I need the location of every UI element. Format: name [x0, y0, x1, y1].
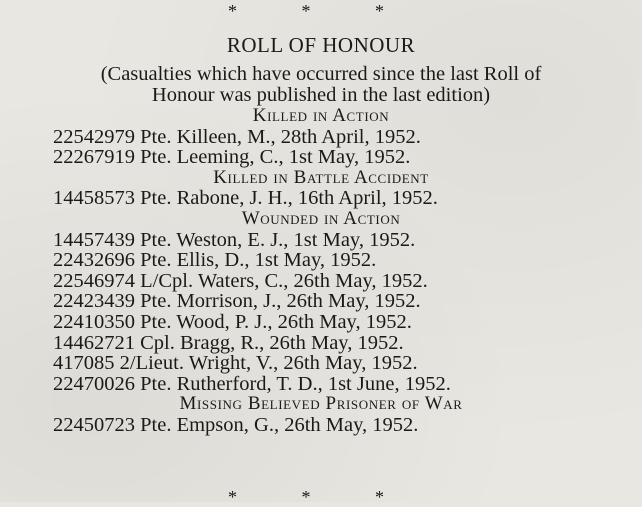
article-subtitle	[0, 64, 642, 106]
casualty-entry: 14457439 Pte. Weston, E. J., 1st May, 1952.	[53, 228, 416, 251]
section-heading-killed-in-action: Killed in Action	[252, 105, 390, 126]
casualty-entry: 417085 2/Lieut. Wright, V., 26th May, 1952.	[53, 352, 418, 375]
section-heading-wounded-in-action: Wounded in Action	[241, 207, 401, 229]
casualty-entry: 14458573 Pte. Rabone, J. H., 16th April, 1952.	[53, 187, 438, 210]
casualty-entry: 22423439 Pte. Morrison, J., 26th May, 1952.	[53, 290, 421, 313]
stars-divider-bottom: * * *	[228, 487, 414, 507]
casualty-entry: 22542979 Pte. Killeen, M., 28th April, 1952.	[53, 125, 421, 148]
section-heading-missing-believed-prisoner: Missing Believed Prisoner of War	[179, 393, 463, 415]
section-heading-killed-in-battle-accident: Killed in Battle Accident	[213, 166, 429, 188]
casualty-entry: 22267919 Pte. Leeming, C., 1st May, 1952.	[53, 146, 411, 169]
casualty-entry: 14462721 Cpl. Bragg, R., 26th May, 1952.	[53, 331, 404, 354]
subtitle-line: Honour was published in the last edition)	[151, 84, 491, 106]
casualty-entry: 22546974 L/Cpl. Waters, C., 26th May, 1952.	[53, 269, 428, 292]
roll-of-honour-article	[0, 32, 642, 436]
article-title: ROLL OF HONOUR	[226, 33, 416, 57]
casualty-entry: 22410350 Pte. Wood, P. J., 26th May, 1952.	[53, 310, 412, 333]
casualty-entry: 22470026 Pte. Rutherford, T. D., 1st June, 1952.	[53, 372, 451, 395]
casualty-entry: 22432696 Pte. Ellis, D., 1st May, 1952.	[53, 249, 377, 272]
subtitle-line: (Casualties which have occurred since the last Roll of	[100, 63, 542, 85]
stars-divider-top: * * *	[228, 1, 414, 21]
casualty-entry: 22450723 Pte. Empson, G., 26th May, 1952.	[53, 413, 419, 436]
